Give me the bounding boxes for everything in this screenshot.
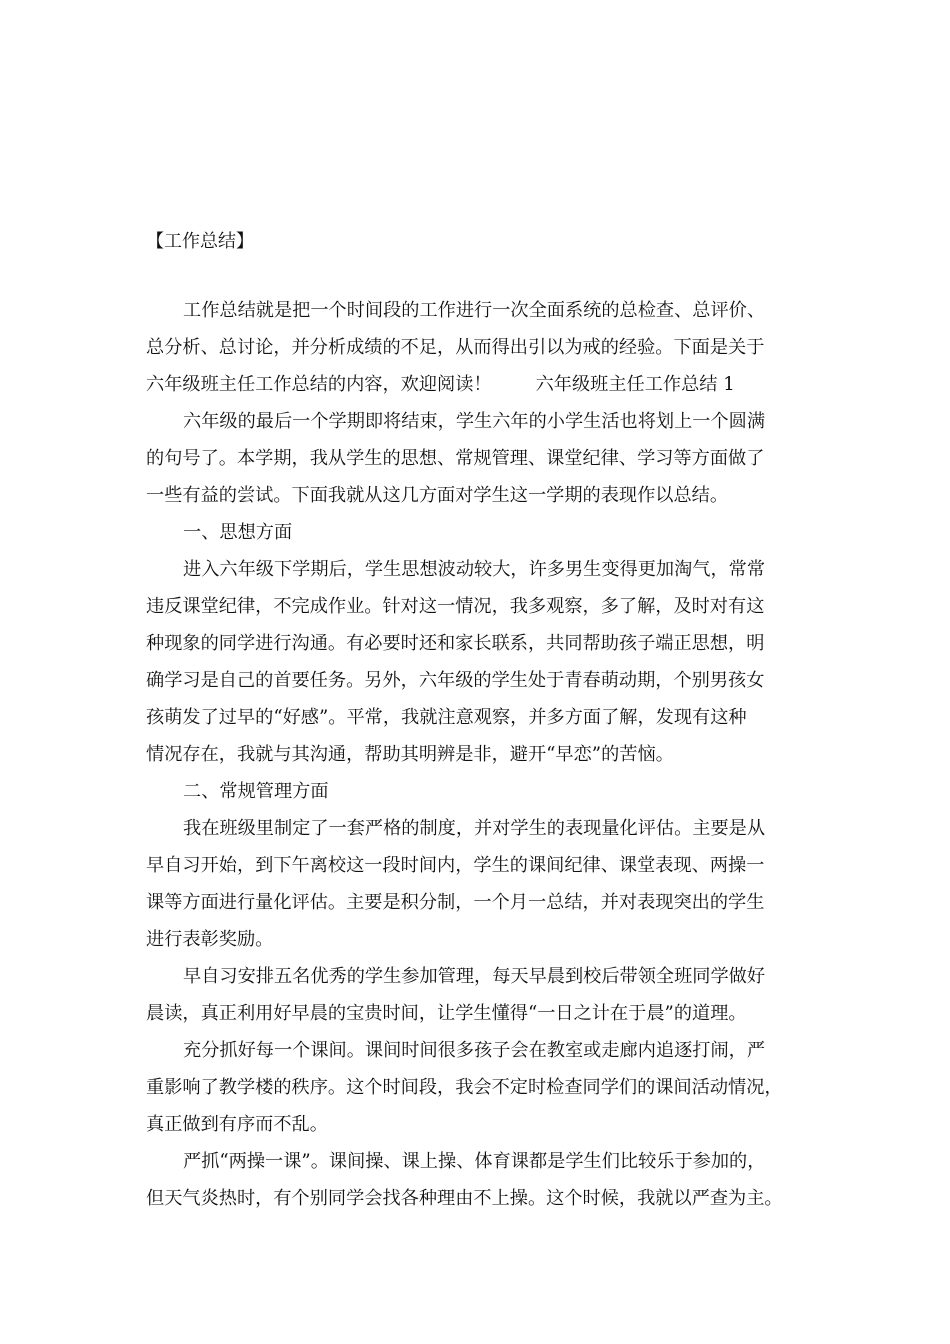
paragraph-line: 课等方面进行量化评估。主要是积分制，一个月一总结，并对表现突出的学生 xyxy=(146,892,765,913)
paragraph-line: 确学习是自己的首要任务。另外，六年级的学生处于青春萌动期，个别男孩女 xyxy=(146,670,765,691)
paragraph-line: 情况存在，我就与其沟通，帮助其明辨是非，避开“早恋”的苦恼。 xyxy=(146,744,674,765)
article-title: 六年级班主任工作总结 1 xyxy=(535,374,735,395)
paragraph-line: 严抓“两操一课”。课间操、课上操、体育课都是学生们比较乐于参加的， xyxy=(183,1151,766,1172)
paragraph-line: 早自习安排五名优秀的学生参加管理，每天早晨到校后带领全班同学做好 xyxy=(183,966,766,987)
paragraph-line: 晨读，真正利用好早晨的宝贵时间，让学生懂得“一日之计在于晨”的道理。 xyxy=(146,1003,747,1024)
paragraph-line: 重影响了教学楼的秩序。这个时间段，我会不定时检查同学们的课间活动情况， xyxy=(146,1077,783,1098)
body-text xyxy=(146,292,816,1217)
section-heading-routine: 二、常规管理方面 xyxy=(183,781,329,802)
paragraph-line: 种现象的同学进行沟通。有必要时还和家长联系，共同帮助孩子端正思想，明 xyxy=(146,633,765,654)
paragraph-line: 孩萌发了过早的“好感”。平常，我就注意观察，并多方面了解，发现有这种 xyxy=(146,707,747,728)
paragraph-line: 总分析、总讨论，并分析成绩的不足，从而得出引以为戒的经验。下面是关于 xyxy=(146,337,765,358)
paragraph-line: 工作总结就是把一个时间段的工作进行一次全面系统的总检查、总评价、 xyxy=(183,300,766,321)
paragraph-line: 进入六年级下学期后，学生思想波动较大，许多男生变得更加淘气，常常 xyxy=(183,559,766,580)
paragraph-line-text: 六年级班主任工作总结的内容，欢迎阅读！ xyxy=(146,374,492,395)
paragraph-line: 真正做到有序而不乱。 xyxy=(146,1114,328,1135)
paragraph-line xyxy=(146,366,816,403)
section-tag: 【工作总结】 xyxy=(146,231,254,252)
paragraph-line: 早自习开始，到下午离校这一段时间内，学生的课间纪律、课堂表现、两操一 xyxy=(146,855,765,876)
paragraph-line: 但天气炎热时，有个别同学会找各种理由不上操。这个时候，我就以严查为主。 xyxy=(146,1188,783,1209)
paragraph-line: 一些有益的尝试。下面我就从这几方面对学生这一学期的表现作以总结。 xyxy=(146,485,729,506)
paragraph-line: 充分抓好每一个课间。课间时间很多孩子会在教室或走廊内追逐打闹，严 xyxy=(183,1040,766,1061)
paragraph-line: 违反课堂纪律，不完成作业。针对这一情况，我多观察，多了解，及时对有这 xyxy=(146,596,765,617)
paragraph-line: 我在班级里制定了一套严格的制度，并对学生的表现量化评估。主要是从 xyxy=(183,818,766,839)
paragraph-line: 进行表彰奖励。 xyxy=(146,929,274,950)
paragraph-line: 的句号了。本学期，我从学生的思想、常规管理、课堂纪律、学习等方面做了 xyxy=(146,448,765,469)
paragraph-line: 六年级的最后一个学期即将结束，学生六年的小学生活也将划上一个圆满 xyxy=(183,411,766,432)
section-heading-thought: 一、思想方面 xyxy=(183,522,293,543)
